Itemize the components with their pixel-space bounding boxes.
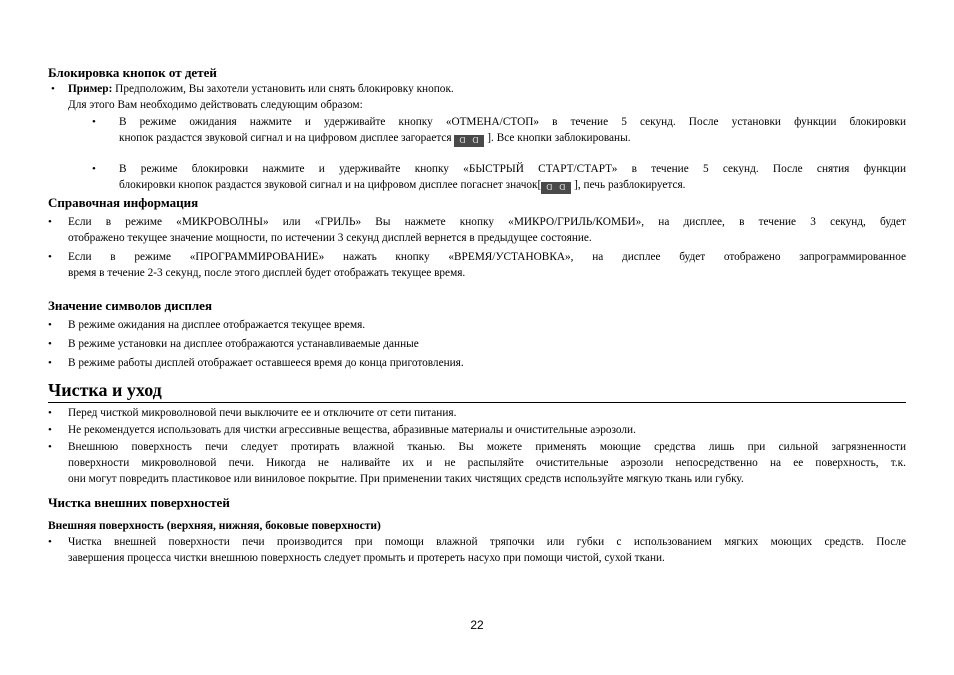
reference-item1-line2: отображено текущее значение мощности, по истечении 3 секунд дисплей вернется в предыдущее состояние. <box>68 232 592 244</box>
display-item: В режиме ожидания на дисплее отображается текущее время. <box>68 319 366 331</box>
external-item-line2: завершения процесса чистки внешнюю поверхность следует промыть и протереть насухо при помощи чистой, сухой ткани. <box>68 552 665 564</box>
example-line <box>68 81 906 98</box>
bullet: • <box>48 536 52 548</box>
cleaning-item3-line2: поверхности микроволновой печи. Никогда не наливайте их и не распыляйте очистительные аэрозоли непосредственно на ее поверхность, т.к. <box>68 457 906 469</box>
bullet: • <box>92 163 96 175</box>
reference-item2-line2: время в течение 2-3 секунд, после этого дисплей будет отображать текущее время. <box>68 267 466 279</box>
bullet: • <box>48 251 52 263</box>
lock-item-line2-end: ]. Все кнопки заблокированы. <box>487 132 631 144</box>
cleaning-item1: Перед чисткой микроволновой печи выключите ее и отключите от сети питания. <box>68 407 457 419</box>
example-label: Пример: <box>68 83 113 95</box>
subsection-title-external-surface: Внешняя поверхность (верхняя, нижняя, боковые поверхности) <box>48 520 381 532</box>
unlock-item-line2-text: блокировки кнопок раздастся звуковой сигнал и на цифровом дисплее погаснет значок[ <box>119 179 542 191</box>
bullet: • <box>48 319 52 331</box>
intro-text: Для этого Вам необходимо действовать следующим образом: <box>68 99 363 111</box>
bullet: • <box>48 216 52 228</box>
bullet: • <box>48 357 52 369</box>
section-title-child-lock: Блокировка кнопок от детей <box>48 65 217 80</box>
example-text: Предположим, Вы захотели установить или снять блокировку кнопок. <box>112 83 454 95</box>
lock-item-line2-text: кнопок раздастся звуковой сигнал и на цифровом дисплее загорается <box>119 132 452 144</box>
cleaning-item2: Не рекомендуется использовать для чистки агрессивные вещества, абразивные материалы и очистительные аэрозоли. <box>68 424 636 436</box>
bullet: • <box>92 116 96 128</box>
lock-item-line2 <box>119 130 906 147</box>
display-item: В режиме работы дисплей отображает оставшееся время до конца приготовления. <box>68 357 464 369</box>
unlock-item-line2-end: ], печь разблокируется. <box>574 179 686 191</box>
lock-display-icon: ᗡ ᗡ <box>541 182 571 194</box>
section-title-external-cleaning: Чистка внешних поверхностей <box>48 495 230 510</box>
lock-display-icon: ᗡ ᗡ <box>454 135 484 147</box>
unlock-item-line2 <box>119 177 906 194</box>
section-title-reference-info: Справочная информация <box>48 195 199 210</box>
bullet: • <box>48 424 52 436</box>
cleaning-item3-line3: они могут повредить пластиковое или виниловое покрытие. При применении таких чистящих средств используйте мягкую ткань или губку. <box>68 473 744 485</box>
page-number: 22 <box>470 618 484 632</box>
unlock-item-line1: В режиме блокировки нажмите и удерживайте кнопку «БЫСТРЫЙ СТАРТ/СТАРТ» в течение 5 секунд. После снятия функции <box>119 163 906 175</box>
lock-item-line1: В режиме ожидания нажмите и удерживайте кнопку «ОТМЕНА/СТОП» в течение 5 секунд. После установки функции блокировки <box>119 116 906 128</box>
reference-item1-line1: Если в режиме «МИКРОВОЛНЫ» или «ГРИЛЬ» Вы нажмете кнопку «МИКРО/ГРИЛЬ/КОМБИ», на дисплее, в течение 3 секунд, будет <box>68 216 906 228</box>
bullet: • <box>48 441 52 453</box>
external-item-line1: Чистка внешней поверхности печи производится при помощи влажной тряпочки или губки с использованием мягких моющих средств. После <box>68 536 906 548</box>
section-title-cleaning: Чистка и уход <box>48 380 162 400</box>
cleaning-item3-line1: Внешнюю поверхность печи следует протирать влажной тканью. Вы можете применять моющие средства лишь при сильной загрязненности <box>68 441 906 453</box>
heading-underline <box>48 402 906 403</box>
reference-item2-line1: Если в режиме «ПРОГРАММИРОВАНИЕ» нажать кнопку «ВРЕМЯ/УСТАНОВКА», на дисплее будет отображено запрограммированное <box>68 251 906 263</box>
display-item: В режиме установки на дисплее отображаются устанавливаемые данные <box>68 338 419 350</box>
bullet: • <box>48 407 52 419</box>
section-title-display-symbols: Значение символов дисплея <box>48 298 212 313</box>
bullet: • <box>51 83 55 95</box>
bullet: • <box>48 338 52 350</box>
